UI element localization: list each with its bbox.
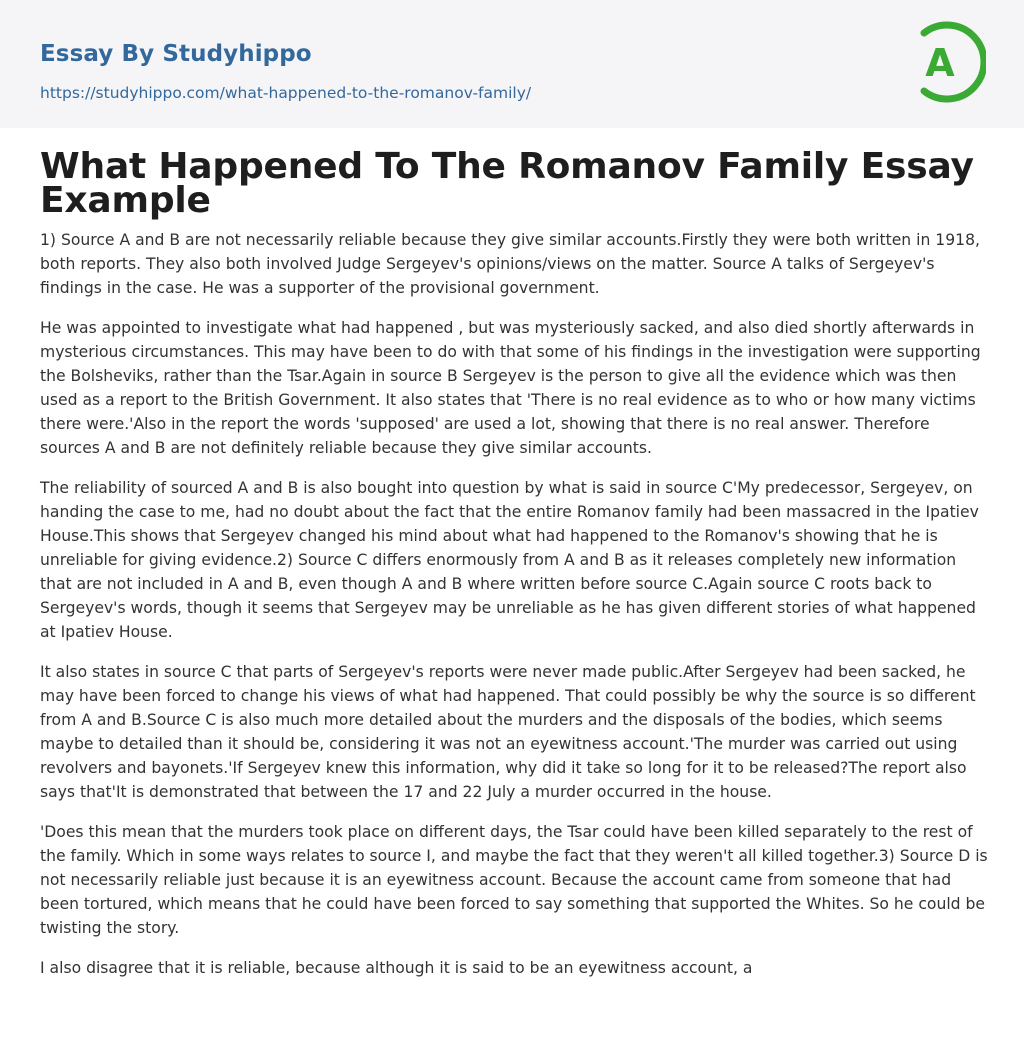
paragraph: He was appointed to investigate what had happened , but was mysteriously sacked, and also died shortly afterwards in mysterious circumstances. This may have been to do with that some of his findings in the investigation were supporting the Bolsheviks, rather than the Tsar.Again in source B Sergeyev is the person to give all the evidence which was then used as a report to the British Government. It also states that 'There is no real evidence as to who or how many victims there were.'Also in the report the words 'supposed' are used a lot, showing that there is no real answer. Therefore sources A and B are not definitely reliable because they give similar accounts.: [40, 319, 981, 457]
paragraph: 1) Source A and B are not necessarily reliable because they give similar accounts.Firstly they were both written in 1918, both reports. They also both involved Judge Sergeyev's opinions/views on the matter. Source A talks of Sergeyev's findings in the case. He was a supporter of the provisional government.: [40, 231, 980, 297]
site-header: [0, 0, 1024, 128]
article: [40, 146, 988, 996]
paragraph: I also disagree that it is reliable, because although it is said to be an eyewitness account, a: [40, 959, 753, 977]
page-url-link[interactable]: https://studyhippo.com/what-happened-to-the-romanov-family/: [40, 84, 532, 102]
paragraph: The reliability of sourced A and B is also bought into question by what is said in source C'My predecessor, Sergeyev, on handing the case to me, had no doubt about the fact that the entire Romanov family had been massacred in the Ipatiev House.This shows that Sergeyev changed his mind about what had happened to the Romanov's showing that he is unreliable for giving evidence.2) Source C differs enormously from A and B as it releases completely new information that are not included in A and B, even though A and B where written before source C.Again source C roots back to Sergeyev's words, though it seems that Sergeyev may be unreliable as he has given different stories of what happened at Ipatiev House.: [40, 479, 979, 641]
logo-letter: A: [925, 41, 955, 85]
studyhippo-logo-icon[interactable]: [912, 19, 986, 105]
paragraph: 'Does this mean that the murders took place on different days, the Tsar could have been killed separately to the rest of the family. Which in some ways relates to source I, and maybe the fact that they weren't all killed together.3) Source D is not necessarily reliable just because it is an eyewitness account. Because the account came from someone that had been tortured, which means that he could have been forced to say something that supported the Whites. So he could be twisting the story.: [40, 823, 988, 937]
page-title: What Happened To The Romanov Family Essay Example: [40, 146, 974, 221]
site-brand[interactable]: Essay By Studyhippo: [40, 41, 312, 67]
paragraph: It also states in source C that parts of Sergeyev's reports were never made public.After Sergeyev had been sacked, he may have been forced to change his views of what had happened. That could possibly be why the source is so different from A and B.Source C is also much more detailed about the murders and the disposals of the bodies, which seems maybe to detailed than it should be, considering it was not an eyewitness account.'The murder was carried out using revolvers and bayonets.'If Sergeyev knew this information, why did it take so long for it to be released?The report also says that'It is demonstrated that between the 17 and 22 July a murder occurred in the house.: [40, 663, 976, 801]
